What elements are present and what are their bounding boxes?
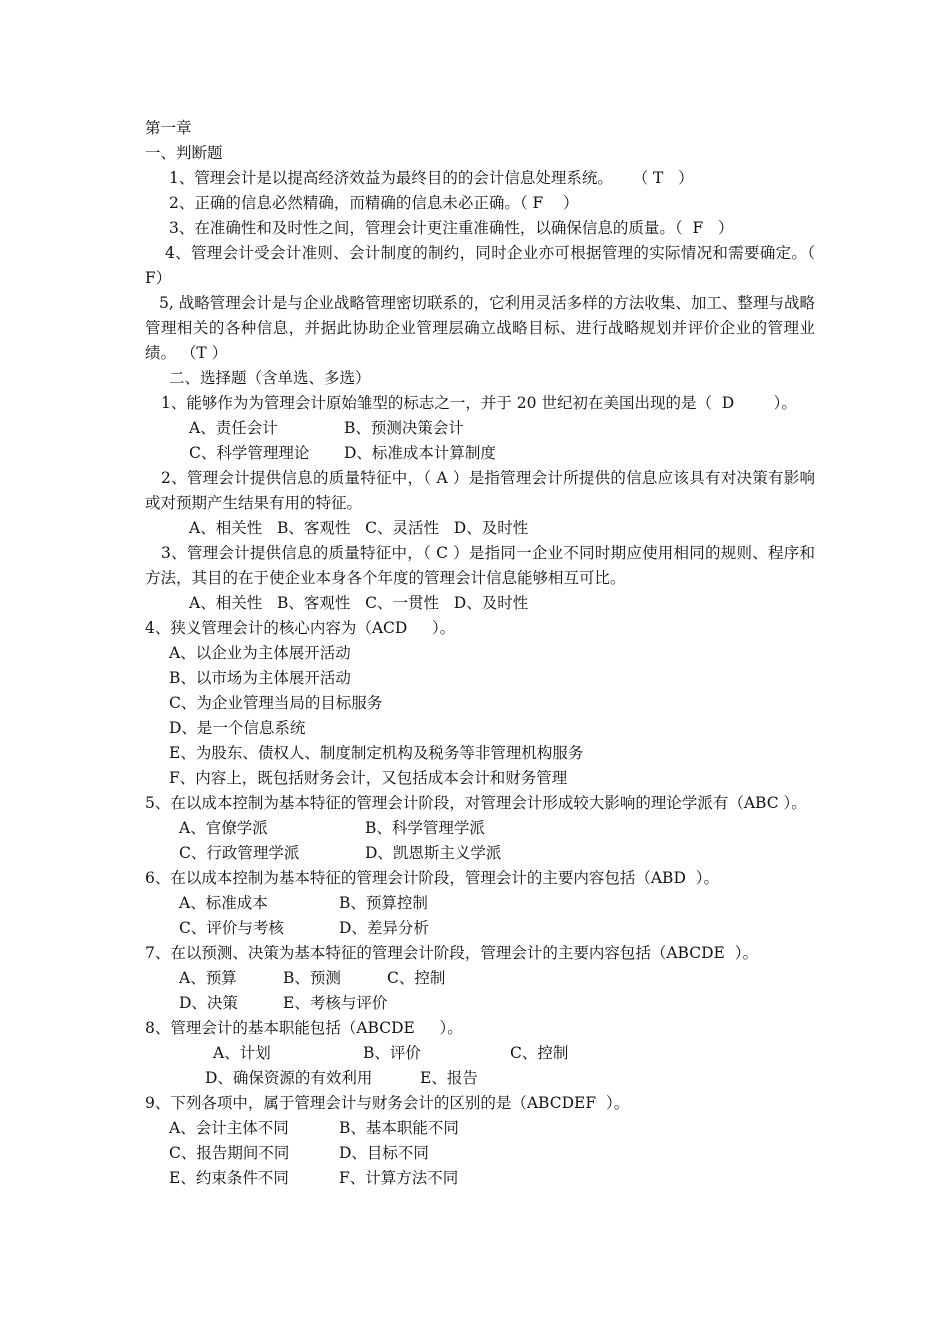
option: A、计划 — [213, 1044, 271, 1062]
option: A、以企业为主体展开活动 — [169, 644, 351, 662]
option: C、评价与考核 — [179, 919, 284, 937]
option: F、计算方法不同 — [339, 1169, 459, 1187]
option-row — [145, 441, 815, 466]
option: A、预算 — [179, 969, 237, 987]
option: D、差异分析 — [339, 919, 429, 937]
option: E、约束条件不同 — [169, 1169, 289, 1187]
question: 4、狭义管理会计的核心内容为（ACD ）。 — [145, 619, 456, 637]
option: D、凯恩斯主义学派 — [365, 844, 502, 862]
option-row: A、相关性 B、客观性 C、灵活性 D、及时性 — [189, 519, 529, 537]
option: D、决策 — [179, 994, 238, 1012]
tf-item: 1、管理会计是以提高经济效益为最终目的的会计信息处理系统。 （ T ） — [169, 169, 694, 187]
option: A、官僚学派 — [179, 819, 268, 837]
option: E、为股东、债权人、制度制定机构及税务等非管理机构服务 — [169, 744, 584, 762]
option-row — [145, 841, 815, 866]
option: A、标准成本 — [179, 894, 268, 912]
option: B、评价 — [363, 1044, 421, 1062]
section-title-choice: 二、选择题（含单选、多选） — [169, 369, 371, 387]
option-row — [145, 1141, 815, 1166]
option: C、控制 — [510, 1044, 569, 1062]
option-row — [145, 1041, 815, 1066]
option-row — [145, 891, 815, 916]
option-row — [145, 916, 815, 941]
option: C、报告期间不同 — [169, 1144, 290, 1162]
option: E、报告 — [420, 1069, 478, 1087]
option: B、预测决策会计 — [344, 419, 464, 437]
option: D、是一个信息系统 — [169, 719, 306, 737]
question: 6、在以成本控制为基本特征的管理会计阶段，管理会计的主要内容包括（ABD ）。 — [145, 869, 719, 887]
option: D、目标不同 — [339, 1144, 429, 1162]
option: A、会计主体不同 — [169, 1119, 289, 1137]
option-row — [145, 816, 815, 841]
option: B、基本职能不同 — [339, 1119, 459, 1137]
tf-item: 5, 战略管理会计是与企业战略管理密切联系的，它利用灵活多样的方法收集、加工、整理与战略管理相关的各种信息，并据此协助企业管理层确立战略目标、进行战略规划并评价企业的管理业绩。 （T ） — [145, 294, 815, 362]
option: D、标准成本计算制度 — [344, 444, 496, 462]
option-row — [145, 1166, 815, 1191]
tf-item: 4、管理会计受会计准则、会计制度的制约，同时企业亦可根据管理的实际情况和需要确定。（ F） — [145, 244, 815, 287]
question: 9、下列各项中，属于管理会计与财务会计的区别的是（ABCDEF ）。 — [145, 1094, 630, 1112]
option-row — [145, 991, 815, 1016]
option: C、行政管理学派 — [179, 844, 300, 862]
option: C、为企业管理当局的目标服务 — [169, 694, 383, 712]
option: C、控制 — [387, 969, 446, 987]
section-title-true-false: 一、判断题 — [145, 144, 223, 162]
option-row: A、相关性 B、客观性 C、一贯性 D、及时性 — [189, 594, 529, 612]
question: 1、能够作为为管理会计原始雏型的标志之一，并于 20 世纪初在美国出现的是（ D ）。 — [161, 394, 797, 412]
option: F、内容上，既包括财务会计，又包括成本会计和财务管理 — [169, 769, 568, 787]
option: B、以市场为主体展开活动 — [169, 669, 351, 687]
option: C、科学管理理论 — [189, 444, 310, 462]
option: B、预测 — [283, 969, 341, 987]
question: 3、管理会计提供信息的质量特征中，（ C ）是指同一企业不同时期应使用相同的规则、程序和方法，其目的在于使企业本身各个年度的管理会计信息能够相互可比。 — [145, 544, 815, 587]
document-page — [145, 116, 815, 1191]
option: B、预算控制 — [339, 894, 428, 912]
chapter-title: 第一章 — [145, 119, 192, 137]
question: 7、在以预测、决策为基本特征的管理会计阶段，管理会计的主要内容包括（ABCDE ）。 — [145, 944, 758, 962]
option-row — [145, 1116, 815, 1141]
option: A、责任会计 — [189, 419, 278, 437]
option: B、科学管理学派 — [365, 819, 485, 837]
question: 8、管理会计的基本职能包括（ABCDE ）。 — [145, 1019, 463, 1037]
question: 2、管理会计提供信息的质量特征中，（ A ）是指管理会计所提供的信息应该具有对决策有影响或对预期产生结果有用的特征。 — [145, 469, 815, 512]
option: D、确保资源的有效利用 — [205, 1069, 373, 1087]
tf-item: 2、正确的信息必然精确，而精确的信息未必正确。（ F ） — [169, 194, 579, 212]
tf-item: 3、在准确性和及时性之间，管理会计更注重准确性，以确保信息的质量。（ F ） — [169, 219, 734, 237]
option-row — [145, 966, 815, 991]
option-row — [145, 1066, 815, 1091]
option-row — [145, 416, 815, 441]
option: E、考核与评价 — [283, 994, 388, 1012]
question: 5、在以成本控制为基本特征的管理会计阶段，对管理会计形成较大影响的理论学派有（ABC ）。 — [145, 794, 807, 812]
